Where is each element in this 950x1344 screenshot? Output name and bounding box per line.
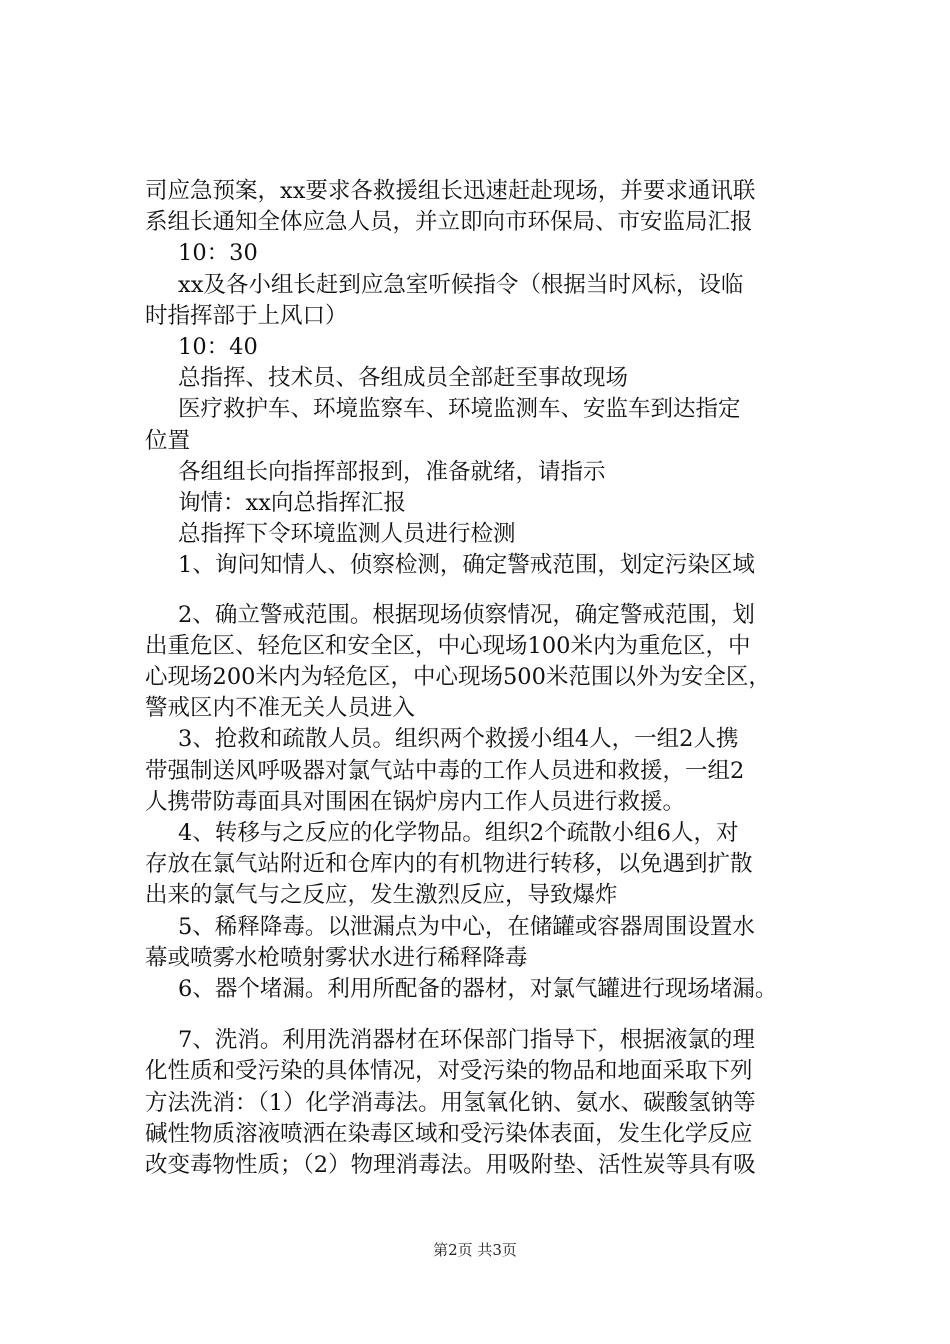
text-line: 5、稀释降毒。以泄漏点为中心，在储罐或容器周围设置水 — [178, 913, 755, 940]
text-line: 心现场200米内为轻危区，中心现场500米范围以外为安全区， — [145, 664, 771, 691]
text-line: 总指挥下令环境监测人员进行检测 — [178, 521, 516, 548]
text-line: 询情：xx向总指挥汇报 — [178, 490, 406, 517]
text-line: 方法洗消：（1）化学消毒法。用氢氧化钠、氨水、碳酸氢钠等 — [145, 1089, 756, 1116]
text-line: 出重危区、轻危区和安全区，中心现场100米内为重危区，中 — [145, 632, 751, 659]
text-line: 存放在氯气站附近和仓库内的有机物进行转移，以免遇到扩散 — [145, 851, 753, 878]
text-line: 系组长通知全体应急人员，并立即向市环保局、市安监局汇报 — [145, 209, 753, 236]
text-line: 警戒区内不准无关人员进入 — [145, 695, 416, 722]
text-line: 10：40 — [178, 334, 258, 361]
text-line: xx及各小组长赶到应急室听候指令（根据当时风标，设临 — [178, 271, 744, 298]
paragraph-item-6 — [145, 974, 835, 1005]
text-line: 4、转移与之反应的化学物品。组织2个疏散小组6人，对 — [178, 820, 739, 847]
paragraph-item-7 — [145, 1025, 835, 1181]
text-line: 司应急预案，xx要求各救援组长迅速赶赴现场，并要求通讯联 — [145, 178, 756, 204]
text-line: 6、器个堵漏。利用所配备的器材，对氯气罐进行现场堵漏。 — [178, 976, 778, 1003]
text-line: 幕或喷雾水枪喷射雾状水进行稀释降毒 — [145, 944, 528, 971]
text-line: 总指挥、技术员、各组成员全部赶至事故现场 — [178, 365, 629, 392]
text-line: 各组组长向指挥部报到，准备就绪，请指示 — [178, 458, 606, 485]
text-line: 改变毒物性质；（2）物理消毒法。用吸附垫、活性炭等具有吸 — [145, 1152, 756, 1179]
text-line: 3、抢救和疏散人员。组织两个救援小组4人，一组2人携 — [178, 726, 739, 753]
text-line: 7、洗消。利用洗消器材在环保部门指导下，根据液氯的理 — [178, 1027, 755, 1054]
text-line: 位置 — [145, 427, 191, 454]
text-line: 医疗救护车、环境监察车、环境监测车、安监车到达指定 — [178, 396, 741, 423]
document-body — [145, 176, 835, 1181]
paragraph-item-4 — [145, 818, 835, 912]
text-line: 时指挥部于上风口） — [145, 302, 348, 329]
text-line: 10：30 — [178, 240, 258, 267]
text-line: 碱性物质溶液喷洒在染毒区域和受污染体表面，发生化学反应 — [145, 1120, 753, 1147]
text-line: 带强制送风呼吸器对氯气站中毒的工作人员进和救援，一组2 — [145, 757, 745, 784]
text-line: 人携带防毒面具对围困在锅炉房内工作人员进行救援。 — [145, 788, 686, 815]
text-line: 化性质和受污染的具体情况，对受污染的物品和地面采取下列 — [145, 1058, 753, 1085]
time-stamp — [145, 238, 835, 269]
paragraph-item-3 — [145, 724, 835, 818]
paragraph-gap — [145, 1005, 835, 1025]
paragraph-line — [145, 363, 835, 394]
paragraph-assembly — [145, 270, 835, 332]
paragraph-intro — [145, 176, 835, 238]
paragraph-item-1 — [145, 550, 835, 581]
paragraph-line — [145, 457, 835, 488]
time-stamp — [145, 332, 835, 363]
paragraph-item-2 — [145, 600, 835, 725]
text-line: 1、询问知情人、侦察检测，确定警戒范围，划定污染区域 — [178, 552, 755, 579]
paragraph-vehicles — [145, 394, 835, 456]
text-line: 出来的氯气与之反应，发生激烈反应，导致爆炸 — [145, 882, 618, 909]
paragraph-line — [145, 488, 835, 519]
paragraph-item-5 — [145, 912, 835, 974]
paragraph-line — [145, 519, 835, 550]
paragraph-gap — [145, 582, 835, 600]
text-line: 2、确立警戒范围。根据现场侦察情况，确定警戒范围，划 — [178, 601, 755, 628]
page-footer: 第2页 共3页 — [433, 1241, 517, 1259]
